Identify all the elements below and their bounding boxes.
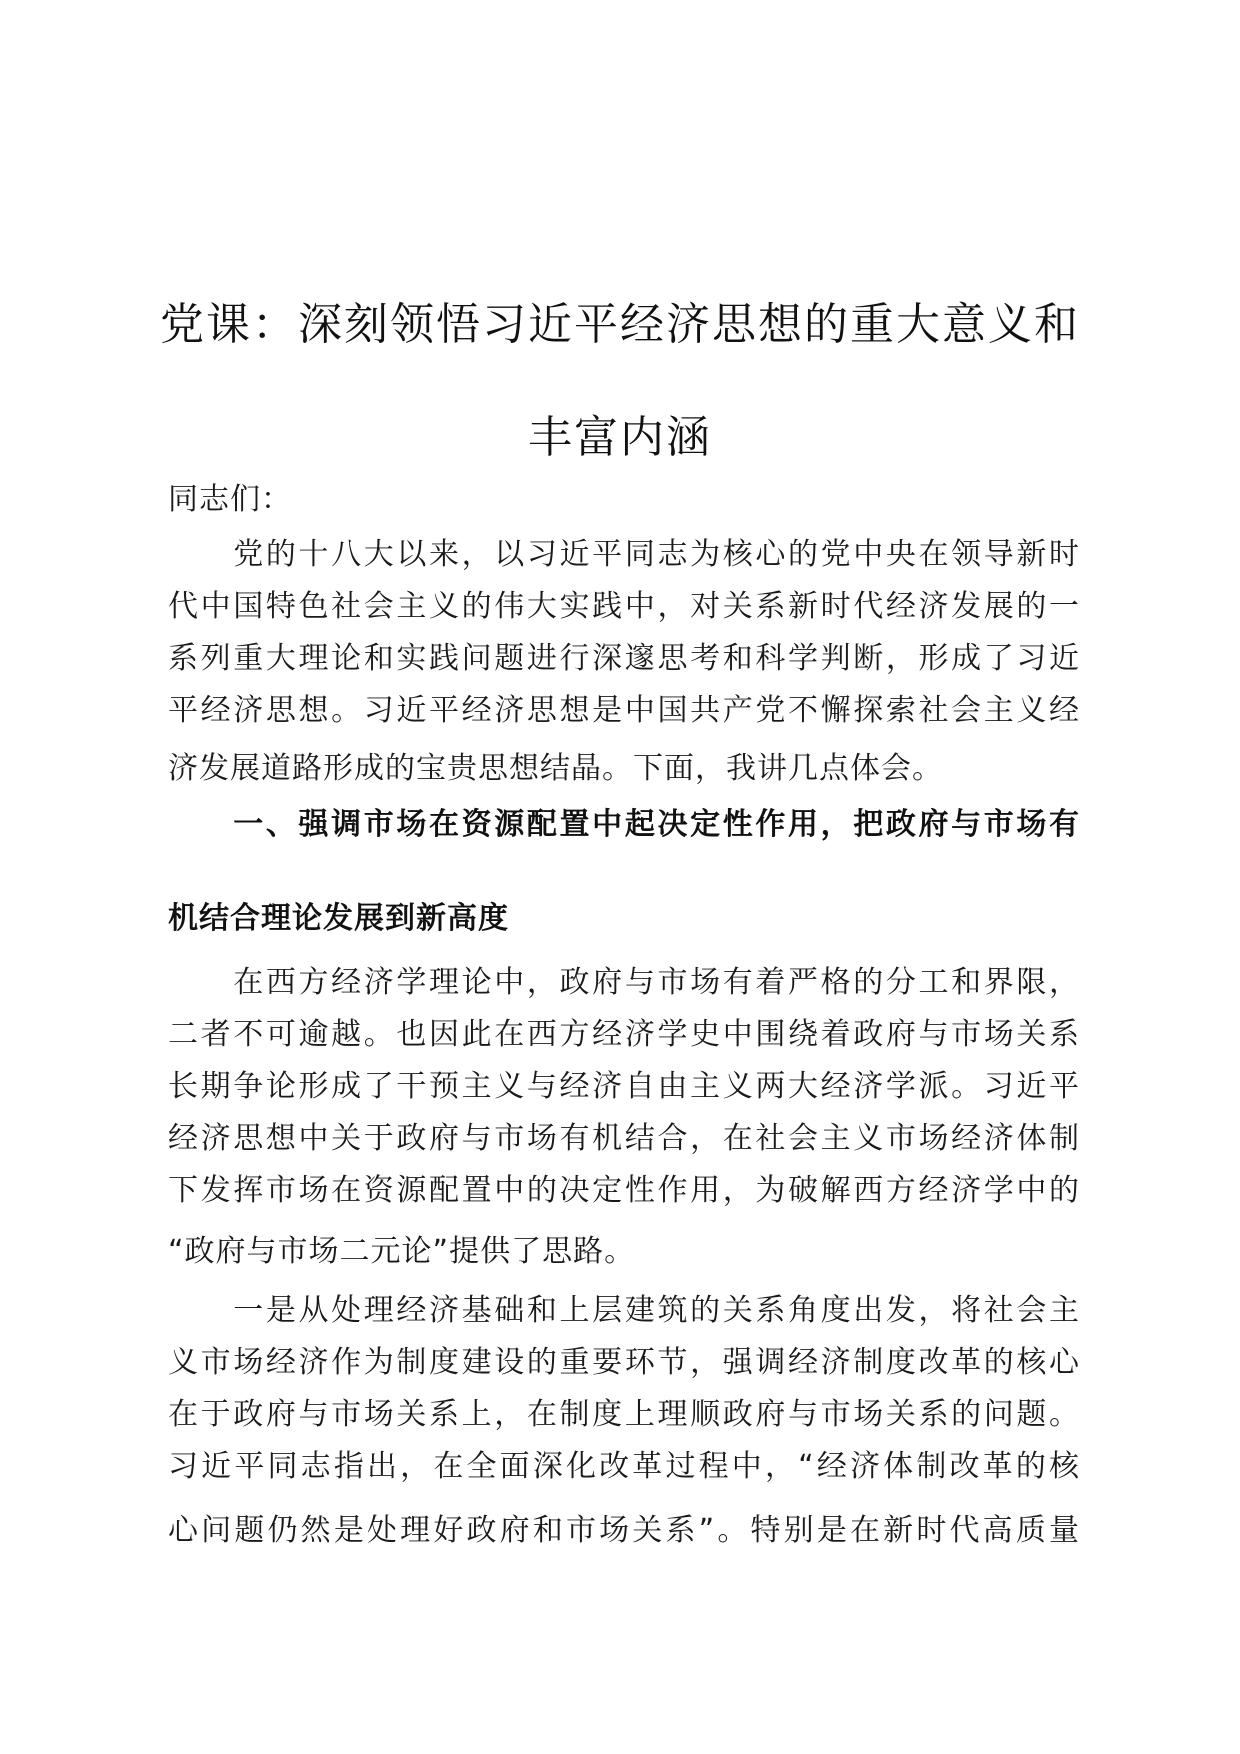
paragraph-4-line-1: 一是从处理经济基础和上层建筑的关系角度出发，将社会主 (168, 1293, 1080, 1328)
paragraph-3-line-4: 经济思想中关于政府与市场有机结合，在社会主义市场经济体制 (168, 1121, 1080, 1156)
paragraph-3-line-1: 在西方经济学理论中，政府与市场有着严格的分工和界限， (168, 965, 1080, 1000)
paragraph-1-line-3: 系列重大理论和实践问题进行深邃思考和科学判断，形成了习近 (168, 641, 1080, 676)
paragraph-3-line-6: “政府与市场二元论”提供了思路。 (168, 1234, 636, 1269)
document-title-line-2: 丰富内涵 (528, 412, 712, 463)
paragraph-4-line-3: 在于政府与市场关系上，在制度上理顺政府与市场关系的问题。 (168, 1397, 1080, 1432)
section-heading-line-2: 机结合理论发展到新高度 (168, 901, 509, 936)
document-title-line-1: 党课：深刻领悟习近平经济思想的重大意义和 (160, 299, 1080, 350)
paragraph-4-line-5: 心问题仍然是处理好政府和市场关系”。特别是在新时代高质量 (168, 1513, 1080, 1548)
paragraph-1-line-5: 济发展道路形成的宝贵思想结晶。下面，我讲几点体会。 (168, 751, 943, 786)
paragraph-3-line-2: 二者不可逾越。也因此在西方经济学史中围绕着政府与市场关系 (168, 1017, 1080, 1052)
paragraph-3-line-3: 长期争论形成了干预主义与经济自由主义两大经济学派。习近平 (168, 1069, 1080, 1104)
paragraph-4-line-4: 习近平同志指出，在全面深化改革过程中，“经济体制改革的核 (168, 1449, 1080, 1484)
paragraph-4-line-2: 义市场经济作为制度建设的重要环节，强调经济制度改革的核心 (168, 1345, 1080, 1380)
paragraph-1-line-2: 代中国特色社会主义的伟大实践中，对关系新时代经济发展的一 (168, 589, 1080, 624)
paragraph-1-line-4: 平经济思想。习近平经济思想是中国共产党不懈探索社会主义经 (168, 693, 1080, 728)
salutation: 同志们： (168, 482, 292, 517)
paragraph-3-line-5: 下发挥市场在资源配置中的决定性作用，为破解西方经济学中的 (168, 1173, 1080, 1208)
section-heading-line-1: 一、强调市场在资源配置中起决定性作用，把政府与市场有 (168, 807, 1080, 842)
paragraph-1-line-1: 党的十八大以来，以习近平同志为核心的党中央在领导新时 (168, 537, 1080, 572)
